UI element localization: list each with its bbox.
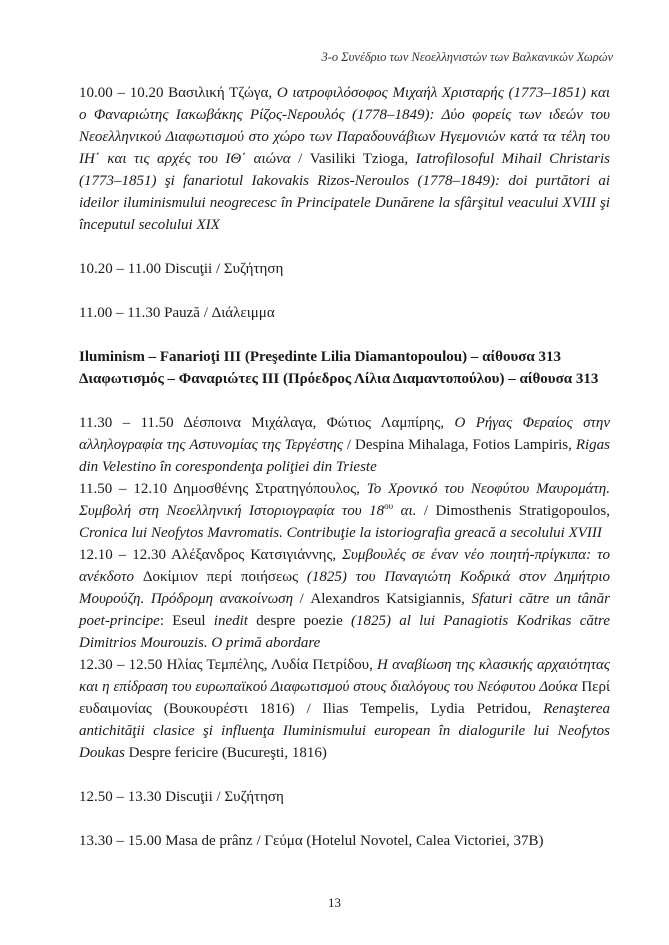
program-content bbox=[79, 82, 610, 852]
program-entry: 10.20 – 11.00 Discuţii / Συζήτηση bbox=[79, 261, 284, 277]
section-heading: Iluminism – Fanarioţi III (Preşedinte Lilia Diamantopoulou) – αίθουσα 313 bbox=[79, 349, 562, 365]
page-number: 13 bbox=[328, 895, 341, 910]
program-entry: 12.50 – 13.30 Discuţii / Συζήτηση bbox=[79, 789, 284, 805]
program-entry: 12.30 – 12.50 Ηλίας Τεμπέλης, Λυδία Πετρίδου, Η αναβίωση της κλασικής αρχαιότητας και η επίδραση του ευρωπαϊκού Διαφωτισμού στους διαλόγους του Νεόφυτου Δούκα Περί ευδαιμονίας (Βουκουρέστι 1816) / Ilias Tempelis, Lydia Petridou, Renaşterea antichităţii clasice şi influenţa Iluminismului european în dialogurile lui Neofytos Doukas Despre fericire (Bucureşti, 1816) bbox=[79, 657, 610, 761]
program-entry: 12.10 – 12.30 Αλέξανδρος Κατσιγιάννης, Συμβουλές σε έναν νέο ποιητή-πρίγκιπα: το ανέκδοτο Δοκίμιον περί ποιήσεως (1825) του Παναγιώτη Κοδρικά στον Δημήτριο Μουρούζη. Πρόδρομη ανακοίνωση / Alexandros Katsigiannis, Sfaturi către un tânăr poet-principe: Eseul inedit despre poezie (1825) al lui Panagiotis Kodrikas către Dimitrios Mourouzis. O primă abordare bbox=[79, 547, 611, 651]
program-entry: 13.30 – 15.00 Masa de prânz / Γεύμα (Hotelul Novotel, Calea Victoriei, 37B) bbox=[79, 833, 544, 849]
section-heading-greek: Διαφωτισμός – Φαναριώτες III (Πρόεδρος Λίλια Διαμαντοπούλου) – αίθουσα 313 bbox=[79, 371, 599, 387]
program-entry: 11.00 – 11.30 Pauză / Διάλειμμα bbox=[79, 305, 275, 321]
running-header: 3-ο Συνέδριο των Νεοελληνιστών των Βαλκανικών Χωρών bbox=[321, 50, 613, 64]
program-entry: 11.50 – 12.10 Δημοσθένης Στρατηγόπουλος, Το Χρονικό του Νεοφύτου Μαυρομάτη. Συμβολή στη Νεοελληνική Ιστοριογραφία του $18^{o\upsilon}$ αι. / Dimosthenis Stratigopoulos, Cronica lui Neofytos Mavromatis. Contribuţie la istoriografia greacă a secolului XVIII bbox=[79, 481, 610, 541]
program-entry: 11.30 – 11.50 Δέσποινα Μιχάλαγα, Φώτιος Λαμπίρης, Ο Ρήγας Φεραίος στην αλληλογραφία της Αστυνομίας της Τεργέστης / Despina Mihalaga, Fotios Lampiris, Rigas din Velestino în corespondenţa poliţiei din Trieste bbox=[79, 415, 611, 475]
program-entry: 10.00 – 10.20 Βασιλική Τζώγα, Ο ιατροφιλόσοφος Μιχαήλ Χρισταρής (1773–1851) και ο Φαναριώτης Ιακωβάκης Ρίζος-Νερουλός (1778–1849): Δύο φορείς των ιδεών του Νεοελληνικού Διαφωτισμού στο χώρο των Παραδουνάβιων Ηγεμονιών κατά τα τέλη του ΙΗ΄ και τις αρχές του ΙΘ΄ αιώνα / Vasiliki Tzioga, Iatrofilosoful Mihail Christaris (1773–1851) şi fanariotul Iakovakis Rizos-Neroulos (1778–1849): doi purtători ai ideilor iluminismului neogrecesc în Principatele Dunărene la sfârşitul veacului XVIII şi începutul secolului XIX bbox=[79, 85, 611, 233]
